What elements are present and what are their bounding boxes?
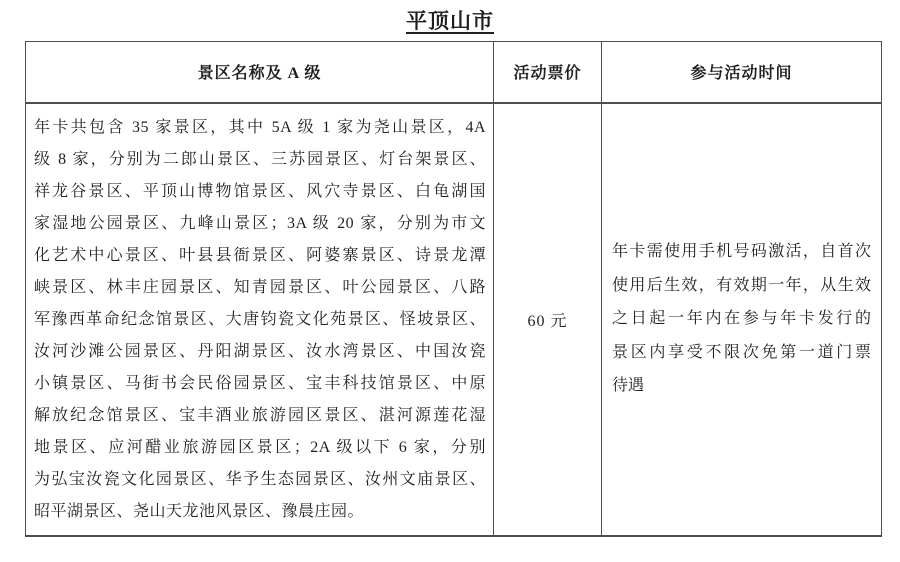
document-page bbox=[0, 5, 900, 537]
col-header-activity-time: 参与活动时间 bbox=[602, 42, 882, 103]
scenic-description-text: 年卡共包含 35 家景区，其中 5A 级 1 家为尧山景区，4A 级 8 家，分别为二郎山景区、三苏园景区、灯台架景区、 祥龙谷景区、平顶山博物馆景区、风穴寺景区、白龟湖国 家湿地公园景区、九峰山景区；3A 级 20 家，分别为市文 化艺术中心景区、叶县县衙景区、阿婆寨景区、诗景龙潭 峡景区、林丰庄园景区、知青园景区、叶公园景区、八路 军豫西革命纪念馆景区、大唐钧瓷文化苑景区、怪坡景区、 汝河沙滩公园景区、丹阳湖景区、汝水湾景区、中国汝瓷 小镇景区、马街书会民俗园景区、宝丰科技馆景区、中原 解放纪念馆景区、宝丰酒业旅游园区景区、湛河源莲花湿 地景区、应河醋业旅游园区景区；2A 级以下 6 家，分别 为弘宝汝瓷文化园景区、华予生态园景区、汝州文庙景区、 昭平湖景区、尧山天龙池风景区、豫晨庄园。 bbox=[34, 118, 486, 520]
activity-time-text: 年卡需使用手机号码激活，自首次 使用后生效，有效期一年，从生效 之日起一年内在参与年卡发行的 景区内享受不限次免第一道门票 待遇 bbox=[612, 243, 871, 395]
col-header-scenic-name: 景区名称及 A 级 bbox=[26, 42, 494, 103]
table-header-row bbox=[26, 42, 882, 103]
page-title: 平顶山市 bbox=[406, 9, 494, 33]
scenic-description-cell bbox=[26, 103, 494, 536]
table-row bbox=[26, 103, 882, 536]
price-cell: 60 元 bbox=[494, 103, 602, 536]
scenic-spots-table bbox=[25, 41, 882, 537]
activity-time-cell bbox=[602, 103, 882, 536]
col-header-price: 活动票价 bbox=[494, 42, 602, 103]
